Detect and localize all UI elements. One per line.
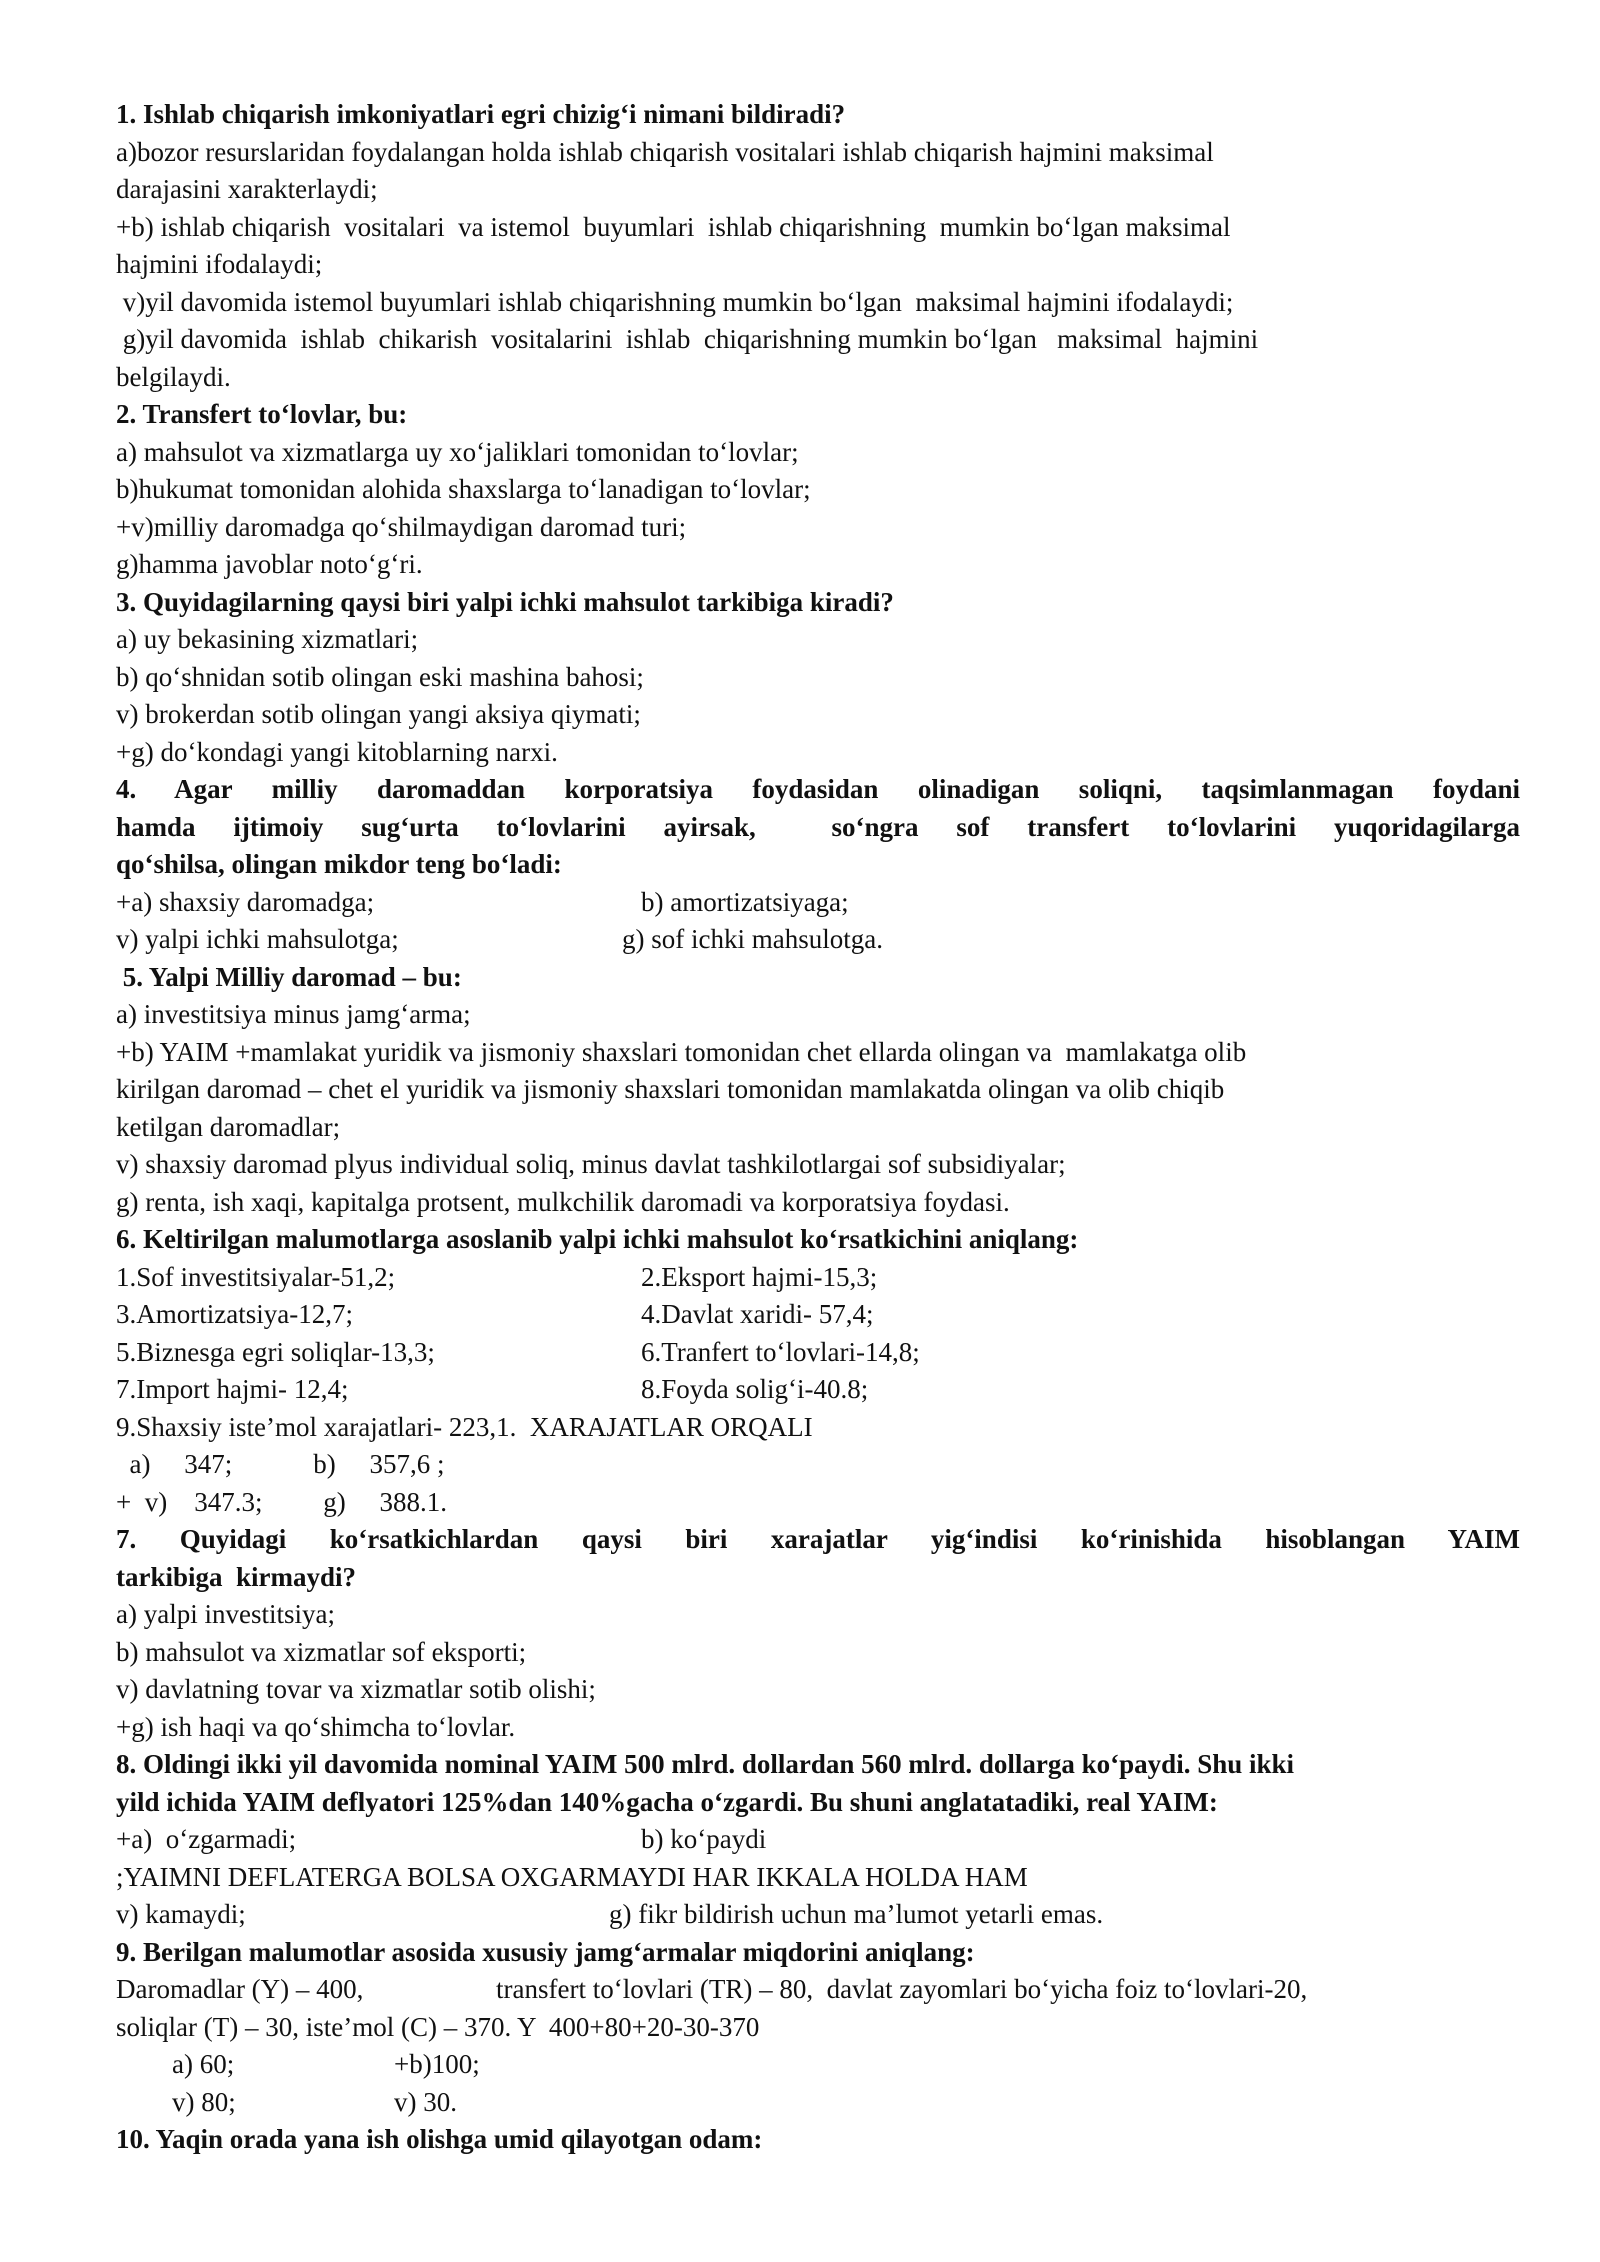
question-9-data-transfers: transfert to‘lovlari (TR) – 80, davlat zayomlari bo‘yicha foiz to‘lovlari-20, (496, 1974, 1308, 2004)
question-4-option-b: b) amortizatsiyaga; (641, 886, 849, 917)
question-8-options-row-1 (116, 1821, 1520, 1859)
question-9-data-income: Daromadlar (Y) – 400, (116, 1974, 364, 2004)
question-4-options-row-2 (116, 921, 1520, 959)
question-7-option-b: b) mahsulot va xizmatlar sof eksporti; (116, 1636, 527, 1667)
question-3-option-b: b) qo‘shnidan sotib olingan eski mashina bahosi; (116, 661, 644, 692)
question-6-item-6: 6.Tranfert to‘lovlari-14,8; (641, 1336, 920, 1367)
question-6-item-5: 5.Biznesga egri soliqlar-13,3; (116, 1336, 435, 1367)
question-8-title-line-1: 8. Oldingi ikki yil davomida nominal YAIM 500 mlrd. dollardan 560 mlrd. dollarga ko‘paydi. Shu ikki (116, 1749, 1295, 1779)
question-7-option-v: v) davlatning tovar va xizmatlar sotib olishi; (116, 1674, 596, 1704)
question-4-title-line-3: qo‘shilsa, olingan mikdor teng bo‘ladi: (116, 849, 562, 879)
question-4-options-row-1 (116, 884, 1520, 922)
question-1-option-g-line-2: belgilaydi. (116, 361, 231, 392)
question-9-option-v-1: v) 80; (172, 2086, 236, 2117)
question-3-option-a: a) uy bekasining xizmatlari; (116, 624, 419, 654)
question-3-title: 3. Quyidagilarning qaysi biri yalpi ichki mahsulot tarkibiga kiradi? (116, 586, 894, 617)
question-1-option-a-line-2: darajasini xarakterlaydi; (116, 174, 378, 204)
question-1-option-a-line-1: a)bozor resurslaridan foydalangan holda ishlab chiqarish vositalari ishlab chiqarish hajmini maksimal (116, 136, 1214, 167)
question-1-title: 1. Ishlab chiqarish imkoniyatlari egri chizig‘i nimani bildiradi? (116, 99, 846, 129)
question-2-option-v: +v)milliy daromadga qo‘shilmaydigan daromad turi; (116, 511, 687, 542)
question-9-title: 9. Berilgan malumotlar asosida xususiy jamg‘armalar miqdorini aniqlang: (116, 1936, 975, 1967)
question-1-option-b-line-2: hajmini ifodalaydi; (116, 249, 323, 279)
question-9-option-b: +b)100; (394, 2049, 480, 2079)
question-2-title: 2. Transfert to‘lovlar, bu: (116, 399, 408, 429)
document-page (116, 96, 1520, 2159)
question-5-option-v: v) shaxsiy daromad plyus individual soliq, minus davlat tashkilotlargai sof subsidiyalar; (116, 1149, 1066, 1179)
question-2-option-b: b)hukumat tomonidan alohida shaxslarga to‘lanadigan to‘lovlar; (116, 474, 811, 504)
question-7-option-g: +g) ish haqi va qo‘shimcha to‘lovlar. (116, 1711, 516, 1742)
question-9-options-row-1 (116, 2046, 1520, 2084)
question-6-item-3: 3.Amortizatsiya-12,7; (116, 1299, 353, 1329)
question-6-items-row-2 (116, 1296, 1520, 1334)
question-6-item-7: 7.Import hajmi- 12,4; (116, 1374, 349, 1404)
question-6-item-1: 1.Sof investitsiyalar-51,2; (116, 1261, 396, 1292)
question-3-option-v: v) brokerdan sotib olingan yangi aksiya qiymati; (116, 699, 641, 729)
question-6-item-4: 4.Davlat xaridi- 57,4; (641, 1299, 874, 1329)
question-6-item-9: 9.Shaxsiy iste’mol xarajatlari- 223,1. XARAJATLAR ORQALI (116, 1411, 813, 1442)
question-1-option-g-line-1: g)yil davomida ishlab chikarish vositalarini ishlab chiqarishning mumkin bo‘lgan maksimal hajmini (116, 324, 1259, 354)
question-8-option-a: +a) o‘zgarmadi; (116, 1824, 297, 1854)
question-8-option-b: b) ko‘paydi (641, 1824, 767, 1854)
question-5-option-b-line-1: +b) YAIM +mamlakat yuridik va jismoniy shaxslari tomonidan chet ellarda olingan va mamlakatga olib (116, 1036, 1247, 1067)
question-1-option-b-line-1: +b) ishlab chiqarish vositalari va istemol buyumlari ishlab chiqarishning mumkin bo‘lgan maksimal (116, 211, 1231, 242)
question-6-title: 6. Keltirilgan malumotlarga asoslanib yalpi ichki mahsulot ko‘rsatkichini aniqlang: (116, 1224, 1079, 1254)
question-6-item-2: 2.Eksport hajmi-15,3; (641, 1261, 878, 1292)
question-9-data-line-2: soliqlar (T) – 30, iste’mol (C) – 370. Y 400+80+20-30-370 (116, 2011, 760, 2042)
question-5-option-a: a) investitsiya minus jamg‘arma; (116, 999, 471, 1029)
question-6-answers-row-2: + v) 347.3; g) 388.1. (116, 1486, 447, 1517)
question-9-options-row-2 (116, 2084, 1520, 2122)
question-10-title: 10. Yaqin orada yana ish olishga umid qilayotgan odam: (116, 2124, 763, 2154)
question-5-option-b-line-3: ketilgan daromadlar; (116, 1111, 341, 1142)
question-8-options-row-2 (116, 1896, 1520, 1934)
question-9-option-v-2: v) 30. (394, 2086, 457, 2117)
question-6-items-row-3 (116, 1334, 1520, 1372)
question-4-option-a: +a) shaxsiy daromadga; (116, 886, 375, 917)
question-2-option-a: a) mahsulot va xizmatlarga uy xo‘jaliklari tomonidan to‘lovlar; (116, 436, 799, 467)
question-7-title-line-1: 7. Quyidagi ko‘rsatkichlardan qaysi biri xarajatlar yig‘indisi ko‘rinishida hisoblangan YAIM (116, 1524, 1520, 1554)
question-1-option-v: v)yil davomida istemol buyumlari ishlab chiqarishning mumkin bo‘lgan maksimal hajmini ifodalaydi; (116, 286, 1234, 317)
question-8-option-g: g) fikr bildirish uchun ma’lumot yetarli emas. (609, 1899, 1104, 1929)
question-4-option-g: g) sof ichki mahsulotga. (622, 924, 883, 954)
question-4-title-line-2: hamda ijtimoiy sug‘urta to‘lovlarini ayirsak, so‘ngra sof transfert to‘lovlarini yuqoridagilarga (116, 811, 1520, 842)
question-5-option-g: g) renta, ish xaqi, kapitalga protsent, mulkchilik daromadi va korporatsiya foydasi. (116, 1186, 1010, 1217)
question-6-items-row-4 (116, 1371, 1520, 1409)
question-6-item-8: 8.Foyda solig‘i-40.8; (641, 1374, 869, 1404)
question-3-option-g: +g) do‘kondagi yangi kitoblarning narxi. (116, 736, 558, 767)
question-2-option-g: g)hamma javoblar noto‘g‘ri. (116, 549, 423, 579)
question-6-answers-row-1: a) 347; b) 357,6 ; (116, 1449, 445, 1479)
question-9-data-line-1 (116, 1971, 1520, 2009)
question-5-option-b-line-2: kirilgan daromad – chet el yuridik va jismoniy shaxslari tomonidan mamlakatda olingan va olib chiqib (116, 1074, 1225, 1104)
question-5-title: 5. Yalpi Milliy daromad – bu: (116, 961, 462, 992)
question-9-option-a: a) 60; (172, 2049, 235, 2079)
question-8-title-line-2: yild ichida YAIM deflyatori 125%dan 140%gacha o‘zgardi. Bu shuni anglatatadiki, real YAIM: (116, 1786, 1218, 1817)
question-7-option-a: a) yalpi investitsiya; (116, 1599, 335, 1629)
question-6-items-row-1 (116, 1259, 1520, 1297)
question-8-option-v: v) kamaydi; (116, 1899, 246, 1929)
question-4-option-v: v) yalpi ichki mahsulotga; (116, 924, 399, 954)
question-7-title-line-2: tarkibiga kirmaydi? (116, 1561, 357, 1592)
question-4-title-line-1: 4. Agar milliy daromaddan korporatsiya foydasidan olinadigan soliqni, taqsimlanmagan foydani (116, 774, 1520, 804)
question-8-note: ;YAIMNI DEFLATERGA BOLSA OXGARMAYDI HAR IKKALA HOLDA HAM (116, 1861, 1028, 1892)
